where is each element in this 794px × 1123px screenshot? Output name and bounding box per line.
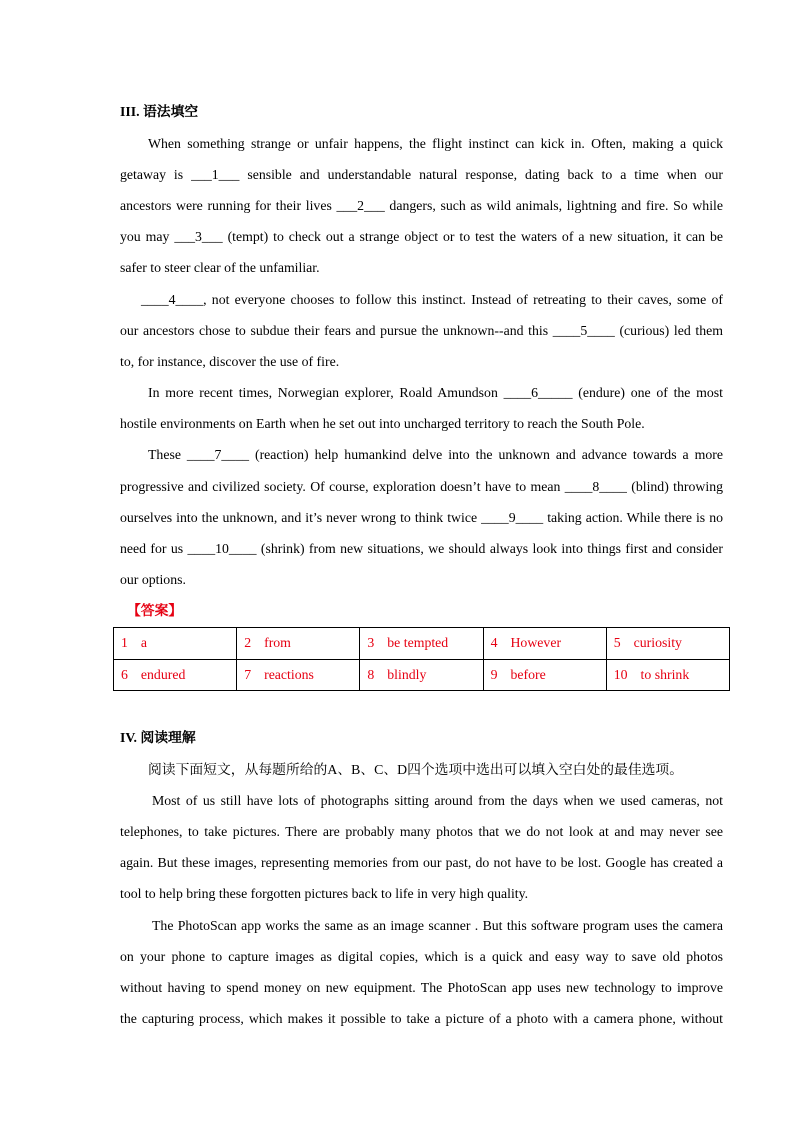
answer-text: blindly bbox=[387, 666, 427, 682]
answer-text: to shrink bbox=[640, 666, 690, 682]
paragraph bbox=[120, 439, 723, 595]
answer-number: 10 bbox=[613, 666, 628, 682]
passage-line: the capturing process, which makes it possible to take a picture of a photo with a camera phone, without bbox=[120, 1011, 723, 1027]
answer-number: 6 bbox=[121, 666, 128, 682]
passage-line: The PhotoScan app works the same as an image scanner . But this software program uses the camera bbox=[152, 917, 723, 933]
answer-label: 【答案】 bbox=[127, 603, 183, 619]
answer-row bbox=[114, 659, 730, 691]
passage-line: safer to steer clear of the unfamiliar. bbox=[120, 260, 320, 276]
answer-text: be tempted bbox=[387, 635, 449, 651]
passage-line: need for us ____10____ (shrink) from new situations, we should always look into things first and consider bbox=[120, 541, 723, 557]
answer-table bbox=[113, 627, 730, 691]
passage-line: tool to help bring these forgotten pictures back to life in very high quality. bbox=[120, 886, 529, 902]
passage-line: ____4____, not everyone chooses to follow this instinct. Instead of retreating to their caves, some of bbox=[141, 291, 723, 307]
grammar-fill-section bbox=[120, 96, 723, 626]
passage-line: In more recent times, Norwegian explorer, Roald Amundson ____6_____ (endure) one of the most bbox=[148, 385, 723, 401]
passage-line: to, for instance, discover the use of fire. bbox=[120, 353, 340, 369]
answer-text: reactions bbox=[264, 666, 314, 682]
passage-line: our options. bbox=[120, 572, 186, 588]
answer-cell bbox=[360, 628, 483, 660]
paragraph bbox=[120, 785, 723, 910]
passage-line: getaway is ___1___ sensible and understandable natural response, dating back to a time when our bbox=[120, 166, 723, 182]
paragraph bbox=[120, 377, 723, 439]
answer-number: 3 bbox=[367, 635, 375, 651]
answer-row bbox=[114, 628, 730, 660]
passage-line: progressive and civilized society. Of course, exploration doesn’t have to mean ____8____ (blind) throwing bbox=[120, 478, 723, 494]
answer-cell bbox=[237, 628, 360, 660]
answer-number: 4 bbox=[490, 635, 498, 651]
answer-number: 7 bbox=[244, 666, 252, 682]
passage-line: hostile environments on Earth when he set out into uncharged territory to reach the South Pole. bbox=[120, 416, 645, 432]
instruction-text: 阅读下面短文，从每题所给的A、B、C、D四个选项中选出可以填入空白处的最佳选项。 bbox=[148, 761, 684, 777]
passage-line: ancestors were running for their lives ___2___ dangers, such as wild animals, lightning and fire. So while bbox=[120, 197, 723, 213]
passage-line: without having to spend money on new equipment. The PhotoScan app uses new technology to improve bbox=[120, 979, 723, 995]
answer-text: endured bbox=[140, 666, 186, 682]
passage-line: Most of us still have lots of photographs sitting around from the days when we used cameras, not bbox=[152, 792, 723, 808]
answer-cell bbox=[606, 659, 729, 691]
answer-text: curiosity bbox=[633, 635, 682, 651]
section-heading: IV. 阅读理解 bbox=[120, 730, 196, 746]
passage-line: These ____7____ (reaction) help humankind delve into the unknown and advance towards a more bbox=[148, 447, 723, 463]
answer-cell bbox=[114, 659, 237, 691]
paragraph bbox=[120, 128, 723, 284]
answer-cell bbox=[237, 659, 360, 691]
answer-cell bbox=[606, 628, 729, 660]
answer-number: 1 bbox=[121, 635, 128, 651]
reading-comprehension-section bbox=[120, 722, 723, 1034]
section-heading: III. 语法填空 bbox=[120, 104, 199, 120]
paragraph bbox=[120, 910, 723, 1035]
answer-cell bbox=[483, 659, 606, 691]
answer-cell bbox=[360, 659, 483, 691]
passage-line: again. But these images, representing memories from our past, do not have to be lost. Google has created a bbox=[120, 855, 723, 871]
answer-cell bbox=[114, 628, 237, 660]
passage-line: telephones, to take pictures. There are probably many photos that we do not look at and may never see bbox=[120, 823, 723, 839]
passage-line: you may ___3___ (tempt) to check out a strange object or to test the waters of a new situation, it can be bbox=[120, 229, 723, 245]
passage-line: When something strange or unfair happens, the flight instinct can kick in. Often, making a quick bbox=[148, 135, 723, 151]
passage-line: our ancestors chose to subdue their fears and pursue the unknown--and this ____5____ (curious) led them bbox=[120, 322, 723, 338]
answer-number: 2 bbox=[244, 635, 252, 651]
passage-line: on your phone to capture images as digital copies, which is a quick and easy way to save old photos bbox=[120, 948, 723, 964]
answer-cell bbox=[483, 628, 606, 660]
answer-number: 5 bbox=[613, 635, 621, 651]
answer-number: 8 bbox=[367, 666, 375, 682]
answer-text: from bbox=[264, 635, 291, 651]
answer-text: a bbox=[140, 635, 148, 651]
passage-line: ourselves into the unknown, and it’s never wrong to think twice ____9____ taking action. While there is no bbox=[120, 509, 723, 525]
answer-number: 9 bbox=[490, 666, 498, 682]
answer-text: However bbox=[510, 635, 562, 651]
answer-text: before bbox=[510, 666, 546, 682]
paragraph bbox=[120, 284, 723, 378]
